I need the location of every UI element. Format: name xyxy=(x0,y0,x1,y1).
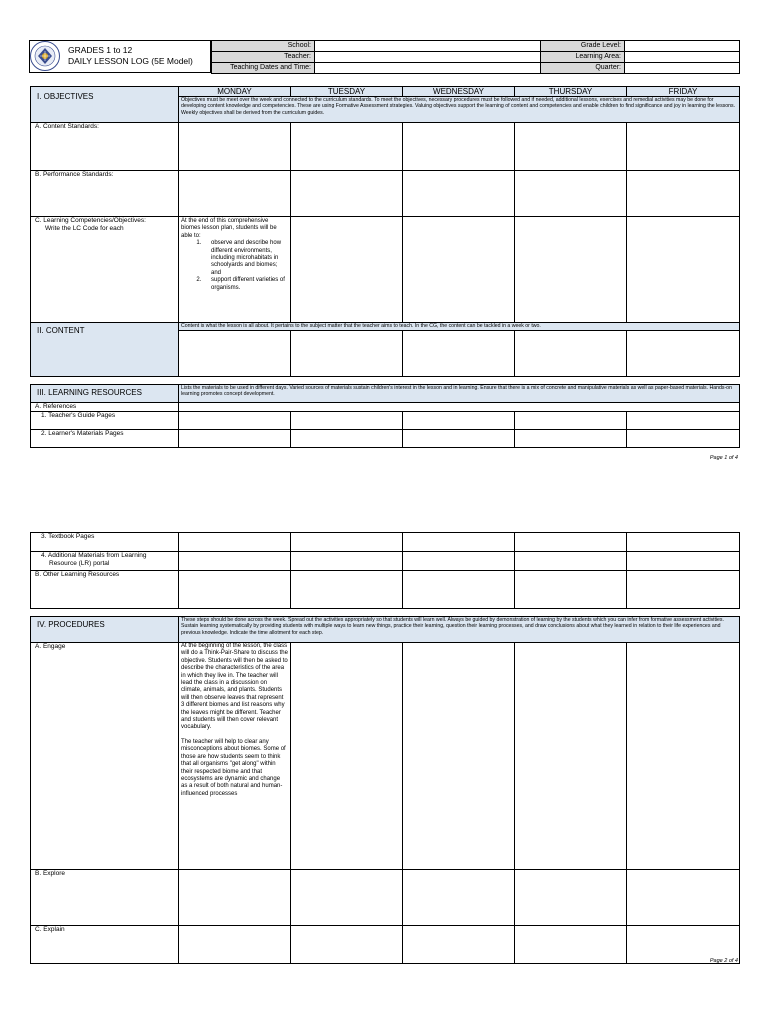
textbook-pages-label: 3. Textbook Pages xyxy=(31,533,179,552)
competencies-intro: At the end of this comprehensive biomes lesson plan, students will be able to: xyxy=(181,218,277,239)
cell[interactable] xyxy=(291,123,403,171)
cell[interactable] xyxy=(627,552,740,571)
cell[interactable] xyxy=(515,412,627,430)
learning-area-field[interactable] xyxy=(625,52,740,63)
cell[interactable] xyxy=(515,926,627,964)
cell[interactable] xyxy=(515,430,627,448)
procedures-heading: IV. PROCEDURES xyxy=(31,617,179,643)
content-note: Content is what the lesson is all about. It pertains to the subject matter that the teacher aims to teach. In the CG, the content can be tackled in a week or two. xyxy=(179,323,740,331)
cell[interactable] xyxy=(291,643,403,870)
resources-note: Lists the materials to be used in different days. Varied sources of materials sustain children's interest in the lesson and in learning. Ensure that there is a mix of concrete and manipulative materials as well as paper-based materials. Hands-on learning promotes concept development. xyxy=(179,385,740,403)
learning-competencies-label xyxy=(31,217,179,323)
cell[interactable] xyxy=(403,643,515,870)
teaching-dates-label: Teaching Dates and Time: xyxy=(212,63,315,74)
spacer xyxy=(31,609,740,617)
cell[interactable] xyxy=(627,217,740,323)
cell[interactable] xyxy=(627,412,740,430)
cell[interactable] xyxy=(515,870,627,926)
cell[interactable] xyxy=(179,403,740,412)
teacher-label: Teacher: xyxy=(212,52,315,63)
cell[interactable] xyxy=(179,171,291,217)
cell[interactable] xyxy=(627,643,740,870)
competencies-line2: Write the LC Code for each xyxy=(45,225,124,232)
competency-item-1: 1. observe and describe how different environments, including microhabitats in schoolyards and biomes; and xyxy=(203,240,288,277)
day-thursday: THURSDAY xyxy=(515,87,627,97)
cell[interactable] xyxy=(403,123,515,171)
cell[interactable] xyxy=(515,171,627,217)
cell[interactable] xyxy=(627,533,740,552)
cell[interactable] xyxy=(403,412,515,430)
competencies-line1: C. Learning Competencies/Objectives: xyxy=(35,217,146,224)
learning-resources-heading: III. LEARNING RESOURCES xyxy=(31,385,179,403)
day-tuesday: TUESDAY xyxy=(291,87,403,97)
cell[interactable] xyxy=(291,870,403,926)
grades-label: GRADES 1 to 12 xyxy=(68,45,133,55)
performance-standards-label: B. Performance Standards: xyxy=(31,171,179,217)
procedures-note: These steps should be done across the week. Spread out the activities appropriately so that students will learn well. Always be guided by demonstration of learning by the students which you can infer from formative assessment activities. Sustain learning systematically by providing students with multiple ways to learn new things, practice their learning, question their learning processes, and draw conclusions about what they learned in relation to their life experiences and previous knowledge. Indicate the time allotment for each step. xyxy=(179,617,740,643)
teachers-guide-pages-label: 1. Teacher's Guide Pages xyxy=(31,412,179,430)
cell[interactable] xyxy=(515,552,627,571)
explain-label: C. Explain xyxy=(31,926,179,964)
cell[interactable] xyxy=(179,926,291,964)
header-fields-table xyxy=(211,40,740,74)
page-number-1: Page 1 of 4 xyxy=(709,455,738,461)
cell[interactable] xyxy=(291,171,403,217)
cell[interactable] xyxy=(179,123,291,171)
quarter-field[interactable] xyxy=(625,63,740,74)
engage-text-1: At the beginning of the lesson, the class will do a Think-Pair-Share to discuss the objective. Students will then be asked to describe the characteristics of the area in which they live in. The teacher will lead the class in a discussion on climate, animals, and plants. Students will then observe leaves that represent 3 different biomes and list reasons why the leaves might be different. Teacher and students will then cover relevant vocabulary. xyxy=(181,643,288,731)
content-heading: II. CONTENT xyxy=(31,323,179,377)
teaching-dates-field[interactable] xyxy=(315,63,541,74)
cell[interactable] xyxy=(291,412,403,430)
cell[interactable] xyxy=(515,123,627,171)
objectives-note: Objectives must be meet over the week and connected to the curriculum standards. To meet the objectives, necessary procedures must be followed and if needed, additional lessons, exercises and remedial activities may be done for developing content knowledge and competencies. These are using Formative Assessment strategies. Valuing objectives support the learning of content and competencies and enable children to find significance and joy in learning the lessons. Weekly objectives shall be derived from the curriculum guides. xyxy=(179,97,740,123)
cell[interactable] xyxy=(515,331,627,377)
cell[interactable] xyxy=(515,217,627,323)
cell[interactable] xyxy=(403,870,515,926)
cell[interactable] xyxy=(403,171,515,217)
cell[interactable] xyxy=(515,643,627,870)
cell[interactable] xyxy=(403,571,515,609)
cell[interactable] xyxy=(403,331,515,377)
cell[interactable] xyxy=(291,552,403,571)
monday-engage-cell[interactable] xyxy=(179,643,291,870)
cell[interactable] xyxy=(179,533,291,552)
cell[interactable] xyxy=(403,217,515,323)
cell[interactable] xyxy=(627,171,740,217)
explore-label: B. Explore xyxy=(31,870,179,926)
day-friday: FRIDAY xyxy=(627,87,740,97)
grade-level-label: Grade Level: xyxy=(541,41,625,52)
objectives-heading: I. OBJECTIVES xyxy=(31,87,179,123)
cell[interactable] xyxy=(627,331,740,377)
content-standards-label: A. Content Standards: xyxy=(31,123,179,171)
dll-title: DAILY LESSON LOG (5E Model) xyxy=(68,56,193,66)
additional-line1: 4. Additional Materials from Learning xyxy=(41,552,147,559)
page-number-2: Page 2 of 4 xyxy=(709,958,738,964)
page1-lesson-table xyxy=(30,86,740,448)
page2-lesson-table xyxy=(30,532,740,964)
cell[interactable] xyxy=(627,430,740,448)
cell[interactable] xyxy=(179,870,291,926)
learning-area-label: Learning Area: xyxy=(541,52,625,63)
cell[interactable] xyxy=(291,430,403,448)
cell[interactable] xyxy=(291,533,403,552)
cell[interactable] xyxy=(291,926,403,964)
other-learning-resources-label: B. Other Learning Resources xyxy=(31,571,179,609)
competency-item-2: 2. support different varieties of organisms. xyxy=(203,277,288,292)
day-wednesday: WEDNESDAY xyxy=(403,87,515,97)
day-monday: MONDAY xyxy=(179,87,291,97)
school-field[interactable] xyxy=(315,41,541,52)
engage-text-2: The teacher will help to clear any misconceptions about biomes. Some of those are how students seem to think that all organisms "get along" within their respected biome and that ecosystems are dynamic and change as a result of both natural and human-influenced processes xyxy=(181,738,286,797)
spacer xyxy=(31,377,740,385)
monday-competencies-cell[interactable] xyxy=(179,217,291,323)
cell[interactable] xyxy=(403,533,515,552)
cell[interactable] xyxy=(179,331,291,377)
cell[interactable] xyxy=(179,412,291,430)
cell[interactable] xyxy=(627,123,740,171)
cell[interactable] xyxy=(291,571,403,609)
cell[interactable] xyxy=(179,552,291,571)
school-label: School: xyxy=(212,41,315,52)
cell[interactable] xyxy=(179,430,291,448)
teacher-field[interactable] xyxy=(315,52,541,63)
cell[interactable] xyxy=(515,533,627,552)
cell[interactable] xyxy=(515,571,627,609)
additional-materials-label xyxy=(31,552,179,571)
cell[interactable] xyxy=(403,926,515,964)
cell[interactable] xyxy=(403,552,515,571)
cell[interactable] xyxy=(627,571,740,609)
cell[interactable] xyxy=(179,571,291,609)
engage-label: A. Engage xyxy=(31,643,179,870)
grade-level-field[interactable] xyxy=(625,41,740,52)
references-label: A. References xyxy=(31,403,179,412)
header-box xyxy=(29,40,211,73)
cell[interactable] xyxy=(291,217,403,323)
quarter-label: Quarter: xyxy=(541,63,625,74)
cell[interactable] xyxy=(627,870,740,926)
additional-line2: Resource (LR) portal xyxy=(49,560,110,567)
learners-materials-pages-label: 2. Learner's Materials Pages xyxy=(31,430,179,448)
cell[interactable] xyxy=(291,331,403,377)
cell[interactable] xyxy=(403,430,515,448)
